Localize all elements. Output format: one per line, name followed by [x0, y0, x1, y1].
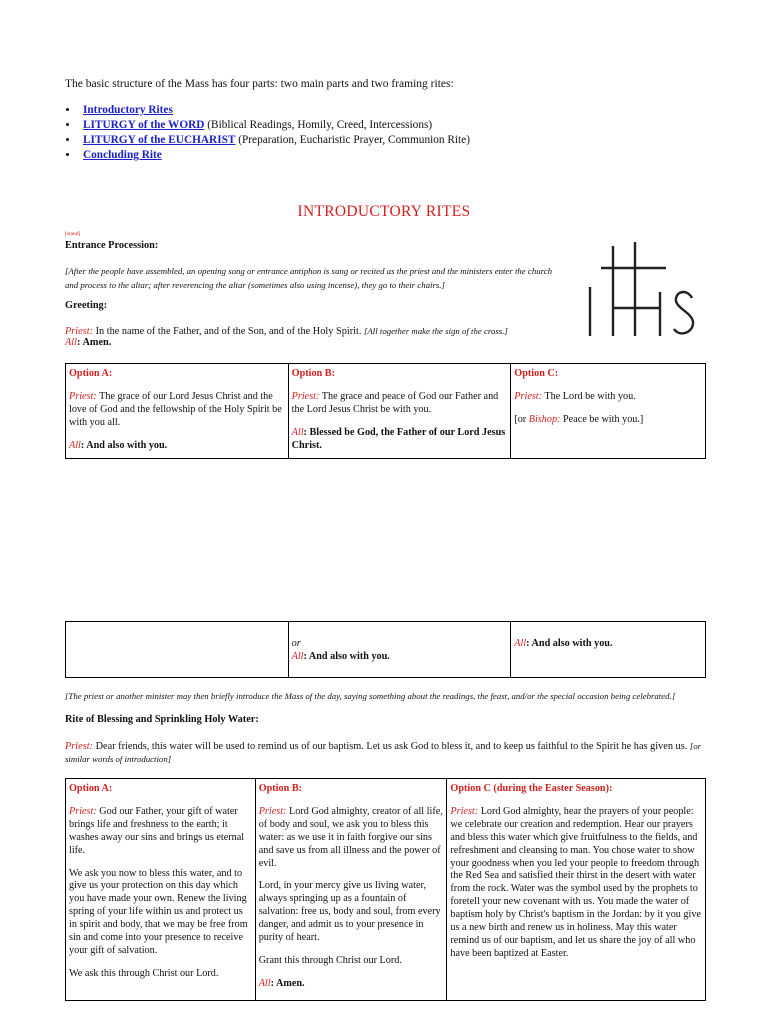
- greeting-title: Greeting:: [65, 300, 108, 311]
- blessing-options-table: [65, 778, 706, 1001]
- list-item: [79, 118, 470, 133]
- entrance-procession-title: Entrance Procession:: [65, 240, 159, 251]
- greeting-all-line: All: Amen.: [65, 337, 112, 348]
- response-empty-cell: [66, 622, 289, 678]
- ihs-cross-monogram-icon: [580, 232, 698, 340]
- option-b-cell: Option B: Priest: The grace and peace of God our Father and the Lord Jesus Christ be with you. All: Blessed be God, the Father of our Lord Jesus Christ.: [288, 364, 511, 459]
- stand-rubric: [stand]: [65, 231, 81, 237]
- greeting-priest-line: Priest: In the name of the Father, and of the Son, and of the Holy Spirit. [All together make the sign of the cross.]: [65, 326, 508, 337]
- response-b-cell: or All: And also with you.: [288, 622, 511, 678]
- all-label: All: [65, 337, 78, 348]
- blessing-option-b-title: Option B:: [258, 783, 303, 794]
- list-item: [79, 103, 470, 118]
- mass-parts-list: [65, 103, 470, 163]
- response-table: [65, 621, 706, 678]
- list-item: [79, 133, 470, 148]
- concluding-rite-link[interactable]: Concluding Rite: [83, 149, 162, 161]
- blessing-option-c-title: Option C (during the Easter Season):: [450, 783, 613, 794]
- blessing-title: Rite of Blessing and Sprinkling Holy Water:: [65, 714, 259, 725]
- greeting-options-table: [65, 363, 706, 459]
- response-c-cell: All: And also with you.: [511, 622, 706, 678]
- liturgy-of-the-word-link[interactable]: LITURGY of the WORD: [83, 119, 205, 131]
- liturgy-of-the-eucharist-link[interactable]: LITURGY of the EUCHARIST: [83, 134, 236, 146]
- list-item: [79, 148, 470, 163]
- part-note: (Preparation, Eucharistic Prayer, Communion Rite): [238, 134, 470, 146]
- option-a-title: Option A:: [69, 368, 113, 379]
- blessing-option-b-cell: Option B: Priest: Lord God almighty, creator of all life, of body and soul, we ask you to bless this water: as we use it in faith forgive our sins and save us from all illness and the power of evil. Lord, in your mercy give us living water, always springing up as a fountain of salvation: free us, body and soul, from every danger, and admit us to your presence in purity of heart. Grant this through Christ our Lord. All: Amen.: [255, 779, 447, 1001]
- introduction-rubric: [The priest or another minister may then briefly introduce the Mass of the day, saying something about the readings, the feast, and/or the special occasion being celebrated.]: [65, 691, 676, 701]
- priest-label: Priest:: [65, 326, 94, 337]
- blessing-priest-intro: Priest: Dear friends, this water will be used to remind us of our baptism. Let us ask God to bless it, and to keep us faithful to the Spirit he has given us. [or similar words of introduction]: [65, 741, 702, 764]
- blessing-option-c-cell: Option C (during the Easter Season): Priest: Lord God almighty, hear the prayers of your people: we celebrate our creation and redemption. Hear our prayers and bless this water which give fruitfulness to the fields, and refreshment and cleansing to man. You chose water to show your goodness when you led your people to freedom through the Red Sea and satisfied their thirst in the desert with water from the rock. Water was the symbol used by the prophets to foretell your new covenant with us. You made the water of baptism holy by Christ's baptism in the Jordan: by it you give us a new birth and renew us in holiness. May this water remind us of our baptism, and let us share the joy of all who have been baptized at Easter.: [447, 779, 706, 1001]
- option-c-title: Option C:: [514, 368, 559, 379]
- priest-label: Priest:: [65, 741, 94, 752]
- blessing-option-a-title: Option A:: [69, 783, 113, 794]
- entrance-rubric: [After the people have assembled, an opening song or entrance antiphon is sung or recited as the priest and the ministers enter the church and process to the altar; after reverencing the altar (sometimes also using incense), they go to their chairs.]: [65, 266, 553, 290]
- section-title: INTRODUCTORY RITES: [297, 203, 471, 220]
- intro-text: The basic structure of the Mass has four parts: two main parts and two framing rites:: [65, 78, 454, 90]
- option-c-cell: Option C: Priest: The Lord be with you. [or Bishop: Peace be with you.]: [511, 364, 706, 459]
- option-a-cell: Option A: Priest: The grace of our Lord Jesus Christ and the love of God and the fellowship of the Holy Spirit be with you all. All: And also with you.: [66, 364, 289, 459]
- option-b-title: Option B:: [291, 368, 335, 379]
- blessing-option-a-cell: Option A: Priest: God our Father, your gift of water brings life and freshness to the earth; it washes away our sins and brings us eternal life. We ask you now to bless this water, and to give us your protection on this day which you have made your own. Renew the living spring of your life within us and protect us in spirit and body, that we may be free from sin and come into your presence to receive your gift of salvation. We ask this through Christ our Lord.: [66, 779, 256, 1001]
- introductory-rites-link[interactable]: Introductory Rites: [83, 104, 173, 116]
- part-note: (Biblical Readings, Homily, Creed, Intercessions): [207, 119, 433, 131]
